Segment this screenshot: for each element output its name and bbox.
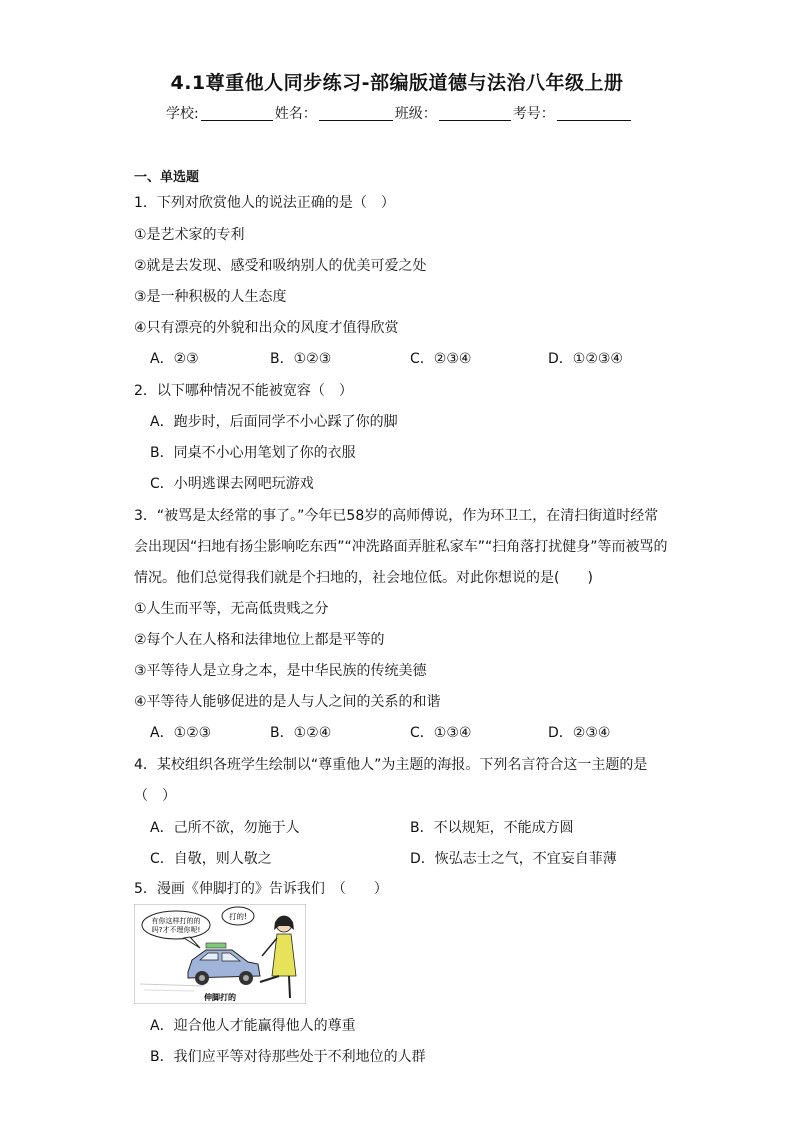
question-1-option-d[interactable]: D．①②③④ [548, 351, 623, 367]
question-4-stem-line: （ ） [134, 788, 176, 804]
question-4-option-a[interactable]: A．己所不欲，勿施于人 [150, 820, 300, 836]
question-5-stem: 5．漫画《伸脚打的》告诉我们 （ ） [134, 881, 388, 897]
question-3-stem-line: 情况。他们总觉得我们就是个扫地的，社会地位低。对此你想说的是( ) [134, 570, 593, 586]
question-2-option-c[interactable]: C．小明逃课去网吧玩游戏 [150, 476, 314, 492]
number-blank[interactable] [557, 106, 631, 121]
question-2-stem: 2．以下哪种情况不能被宽容（ ） [134, 383, 353, 399]
question-1-item: ③是一种积极的人生态度 [134, 289, 287, 305]
question-5-option-a[interactable]: A．迎合他人才能赢得他人的尊重 [150, 1018, 356, 1034]
question-1-option-b[interactable]: B．①②③ [270, 351, 332, 367]
class-label: 班级： [394, 106, 437, 122]
cartoon-caption: 伸脚打的 [204, 993, 236, 1002]
cartoon-image [134, 904, 306, 1004]
bubble-left-line-1: 有你这样打的的 [151, 917, 201, 925]
student-info-row [166, 103, 633, 123]
question-3-item: ③平等待人是立身之本，是中华民族的传统美德 [134, 663, 427, 679]
page-title: 4.1尊重他人同步练习-部编版道德与法治八年级上册 [170, 72, 624, 94]
section-heading: 一、单选题 [134, 170, 200, 185]
question-2-option-b[interactable]: B．同桌不小心用笔划了你的衣服 [150, 445, 356, 461]
question-3-item: ①人生而平等，无高低贵贱之分 [134, 601, 329, 617]
question-3-option-b[interactable]: B．①②④ [270, 725, 332, 741]
school-label: 学校: [166, 106, 199, 122]
question-3-stem-line: 3．“被骂是太经常的事了。”今年已58岁的高师傅说，作为环卫工，在清扫街道时经常 [134, 508, 659, 524]
name-label: 姓名： [274, 106, 317, 122]
bubble-right-text: 打的! [228, 912, 248, 921]
bubble-left-line-2: 吗?才不理你呢! [151, 926, 201, 934]
question-1-option-c[interactable]: C．②③④ [410, 351, 472, 367]
school-blank[interactable] [201, 106, 273, 121]
number-label: 考号： [512, 106, 555, 122]
question-1-item: ②就是去发现、感受和吸纳别人的优美可爱之处 [134, 258, 427, 274]
question-3-option-c[interactable]: C．①③④ [410, 725, 472, 741]
question-1-option-a[interactable]: A．②③ [150, 351, 199, 367]
question-5-option-b[interactable]: B．我们应平等对待那些处于不利地位的人群 [150, 1049, 426, 1065]
question-4-stem-line: 4．某校组织各班学生绘制以“尊重他人”为主题的海报。下列名言符合这一主题的是 [134, 757, 648, 773]
question-1-stem: 1．下列对欣赏他人的说法正确的是（ ） [134, 195, 395, 211]
question-3-item: ②每个人在人格和法律地位上都是平等的 [134, 632, 385, 648]
question-2-option-a[interactable]: A．跑步时，后面同学不小心踩了你的脚 [150, 414, 398, 430]
question-3-stem-line: 会出现因“扫地有扬尘影响吃东西”“冲洗路面弄脏私家车”“扫角落打扰健身”等而被骂的 [134, 539, 668, 555]
question-1-item: ④只有漂亮的外貌和出众的风度才值得欣赏 [134, 320, 399, 336]
question-4-option-d[interactable]: D．恢弘志士之气，不宜妄自菲薄 [410, 851, 617, 867]
question-3-item: ④平等待人能够促进的是人与人之间的关系的和谐 [134, 694, 441, 710]
name-blank[interactable] [319, 106, 393, 121]
question-4-option-c[interactable]: C．自敬，则人敬之 [150, 851, 272, 867]
question-4-option-b[interactable]: B．不以规矩，不能成方圆 [410, 820, 574, 836]
speech-bubble-left [142, 911, 210, 939]
question-3-option-a[interactable]: A．①②③ [150, 725, 212, 741]
question-3-option-d[interactable]: D．②③④ [548, 725, 611, 741]
question-1-item: ①是艺术家的专利 [134, 227, 245, 243]
class-blank[interactable] [439, 106, 511, 121]
